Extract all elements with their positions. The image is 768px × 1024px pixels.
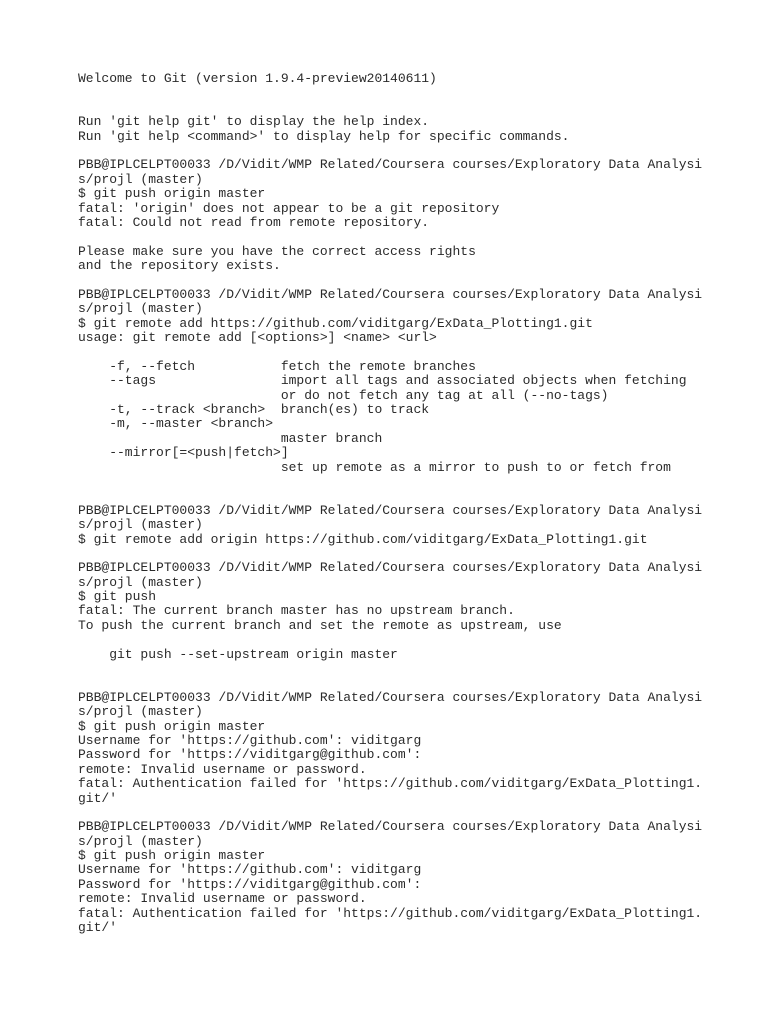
terminal-line xyxy=(78,662,758,676)
terminal-line: Password for 'https://viditgarg@github.com': xyxy=(78,876,422,892)
terminal-line: To push the current branch and set the remote as upstream, use xyxy=(78,617,562,633)
terminal-line xyxy=(78,273,758,287)
terminal-line: remote: Invalid username or password. xyxy=(78,761,367,777)
terminal-line: $ git remote add https://github.com/viditgarg/ExData_Plotting1.git xyxy=(78,315,593,331)
terminal-line xyxy=(78,86,758,100)
terminal-line: -m, --master <branch> xyxy=(78,416,274,432)
terminal-line: PBB@IPLCELPT00033 /D/Vidit/WMP Related/Coursera courses/Exploratory Data Analysi xyxy=(78,560,703,576)
terminal-line: remote: Invalid username or password. xyxy=(78,891,367,907)
terminal-line: s/projl (master) xyxy=(78,517,203,533)
terminal-line xyxy=(78,101,758,115)
terminal-line: PBB@IPLCELPT00033 /D/Vidit/WMP Related/Coursera courses/Exploratory Data Analysi xyxy=(78,286,703,302)
terminal-line xyxy=(78,676,758,690)
terminal-line: PBB@IPLCELPT00033 /D/Vidit/WMP Related/Coursera courses/Exploratory Data Analysi xyxy=(78,689,703,705)
terminal-line: fatal: Could not read from remote repository. xyxy=(78,214,430,230)
terminal-line: Welcome to Git (version 1.9.4-preview20140611) xyxy=(78,71,437,86)
terminal-line xyxy=(78,806,758,820)
terminal-line: or do not fetch any tag at all (--no-tags) xyxy=(78,387,609,403)
terminal-line: fatal: Authentication failed for 'https://github.com/viditgarg/ExData_Plotting1. xyxy=(78,776,703,792)
terminal-line: fatal: 'origin' does not appear to be a git repository xyxy=(78,200,500,216)
terminal-line: $ git push xyxy=(78,589,157,605)
terminal-line: Run 'git help git' to display the help index. xyxy=(78,114,430,130)
terminal-line: Password for 'https://viditgarg@github.com': xyxy=(78,747,422,763)
terminal-line xyxy=(78,475,758,489)
terminal-line: $ git push origin master xyxy=(78,186,266,202)
terminal-line: Please make sure you have the correct access rights xyxy=(78,243,476,259)
terminal-line: s/projl (master) xyxy=(78,833,203,849)
terminal-line: git push --set-upstream origin master xyxy=(78,646,398,662)
terminal-line: s/projl (master) xyxy=(78,301,203,317)
terminal-line: s/projl (master) xyxy=(78,704,203,720)
terminal-line: Username for 'https://github.com': viditgarg xyxy=(78,862,422,878)
terminal-line xyxy=(78,230,758,244)
terminal-line: fatal: Authentication failed for 'https://github.com/viditgarg/ExData_Plotting1. xyxy=(78,905,703,921)
terminal-line: PBB@IPLCELPT00033 /D/Vidit/WMP Related/Coursera courses/Exploratory Data Analysi xyxy=(78,157,703,173)
terminal-line: git/' xyxy=(78,920,118,936)
terminal-line: --tags import all tags and associated objects when fetching xyxy=(78,373,687,389)
terminal-line xyxy=(78,547,758,561)
terminal-line xyxy=(78,345,758,359)
terminal-line: --mirror[=<push|fetch>] xyxy=(78,445,289,461)
terminal-line: Username for 'https://github.com': viditgarg xyxy=(78,732,422,748)
terminal-line: $ git remote add origin https://github.com/viditgarg/ExData_Plotting1.git xyxy=(78,531,648,547)
terminal-line: -t, --track <branch> branch(es) to track xyxy=(78,401,430,417)
terminal-line: fatal: The current branch master has no upstream branch. xyxy=(78,603,515,619)
terminal-line: s/projl (master) xyxy=(78,574,203,590)
terminal-line: $ git push origin master xyxy=(78,718,266,734)
terminal-line: PBB@IPLCELPT00033 /D/Vidit/WMP Related/Coursera courses/Exploratory Data Analysi xyxy=(78,819,703,835)
terminal-transcript xyxy=(78,72,758,935)
terminal-line: set up remote as a mirror to push to or fetch from xyxy=(78,459,671,475)
terminal-line: and the repository exists. xyxy=(78,258,281,274)
terminal-line: master branch xyxy=(78,430,383,446)
terminal-line: PBB@IPLCELPT00033 /D/Vidit/WMP Related/Coursera courses/Exploratory Data Analysi xyxy=(78,502,703,518)
terminal-line: $ git push origin master xyxy=(78,848,266,864)
terminal-line: -f, --fetch fetch the remote branches xyxy=(78,358,476,374)
terminal-line xyxy=(78,633,758,647)
terminal-line xyxy=(78,489,758,503)
terminal-line: s/projl (master) xyxy=(78,171,203,187)
terminal-line: Run 'git help <command>' to display help for specific commands. xyxy=(78,128,570,144)
terminal-line xyxy=(78,144,758,158)
terminal-line: usage: git remote add [<options>] <name> <url> xyxy=(78,330,437,346)
terminal-line: git/' xyxy=(78,790,118,806)
